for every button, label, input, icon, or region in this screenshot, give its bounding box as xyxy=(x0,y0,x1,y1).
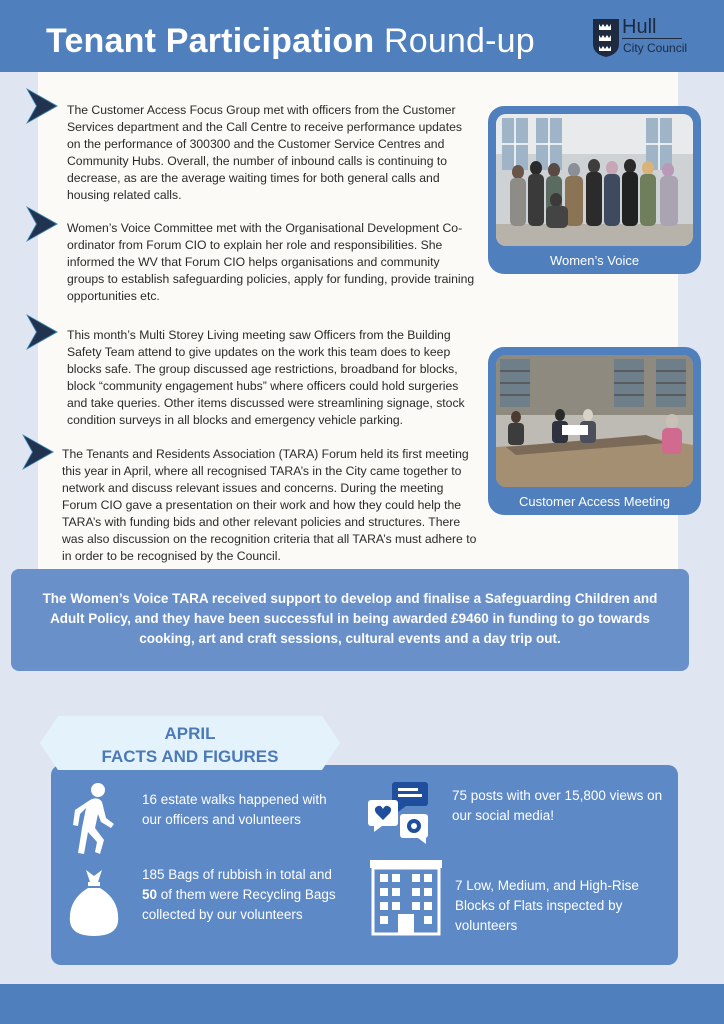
walking-person-icon xyxy=(70,782,118,856)
fact-estate-walks: 16 estate walks happened with our officers and volunteers xyxy=(142,792,327,827)
banner-text: The Women’s Voice TARA received support to develop and finalise a Safeguarding Children and Adult Policy, and they have been successful in being awarded £9460 in funding to go towards cooking, art and craft sessions, cultural events and a day trip out. xyxy=(42,591,658,646)
page-header xyxy=(0,0,724,72)
paragraph-womens-voice: Women’s Voice Committee met with the Organisational Development Co-ordinator from Forum CIO to explain her role and responsibilities. She informed the WV that Forum CIO helps organisations and community groups to establish safeguarding policies, apply for funding, provide training opportunities etc. xyxy=(67,221,475,303)
photo-caption-customer-access: Customer Access Meeting xyxy=(518,494,670,509)
facts-heading-title: FACTS AND FIGURES xyxy=(101,747,279,766)
logo-city-council-text: City Council xyxy=(623,41,688,55)
chevron-bullet-icon xyxy=(24,312,62,352)
page-title-rest: Round-up xyxy=(383,22,535,60)
fact-blocks-inspected: 7 Low, Medium, and High-Rise Blocks of Flats inspected by volunteers xyxy=(455,878,639,933)
three-crowns-crest-icon xyxy=(592,18,620,58)
logo-hull-text: Hull xyxy=(622,16,682,39)
social-media-icon xyxy=(368,782,432,844)
facts-heading xyxy=(40,722,340,768)
photo-caption-womens-voice: Women’s Voice xyxy=(549,253,640,268)
fact-rubbish-bags-after: of them were Recycling Bags collected by our volunteers xyxy=(142,887,336,922)
photo-card-womens-voice xyxy=(488,106,701,274)
chevron-bullet-icon xyxy=(24,204,62,244)
photo-card-customer-access xyxy=(488,347,701,515)
chevron-bullet-icon xyxy=(20,432,58,472)
page-title xyxy=(46,22,535,61)
rubbish-bag-icon xyxy=(66,866,122,938)
fact-rubbish-bags-before: 185 Bags of rubbish in total and xyxy=(142,867,332,882)
hull-city-council-logo xyxy=(592,16,696,60)
facts-heading-tag xyxy=(40,716,340,770)
paragraph-customer-access: The Customer Access Focus Group met with officers from the Customer Services department and the Call Centre to receive performance updates on the performance of 300300 and the Customer Service Centres and Community Hubs. Overall, the number of inbound calls is continuing to decrease, as are the average waiting times for both general calls and housing related calls. xyxy=(67,103,462,202)
fact-recycling-count: 50 xyxy=(142,887,158,902)
page-title-bold: Tenant Participation xyxy=(46,22,375,60)
customer-access-meeting-photo xyxy=(496,355,693,487)
womens-voice-funding-banner xyxy=(11,569,689,671)
page-footer xyxy=(0,984,724,1024)
building-icon xyxy=(368,858,444,936)
facts-heading-month: APRIL xyxy=(164,724,216,743)
womens-voice-photo xyxy=(496,114,693,246)
chevron-bullet-icon xyxy=(24,86,62,126)
fact-social-posts: 75 posts with over 15,800 views on our social media! xyxy=(452,788,663,823)
paragraph-tara-forum: The Tenants and Residents Association (TARA) Forum held its first meeting this year in April, where all recognised TARA’s in the City came together to network and discuss relevant issues and concerns. During the meeting Forum CIO gave a presentation on their work and how they could help the TARA’s with funding bids and other relevant policies and structures. There was also discussion on the recognition criteria that all TARA’s must adhere to in order to be recognised by the Council. xyxy=(62,447,477,563)
paragraph-multi-storey-living: This month’s Multi Storey Living meeting saw Officers from the Building Safety Team attend to give updates on the work this team does to keep blocks safe. The group discussed age restrictions, broadband for blocks, block “community engagement hubs” where officers could hold surgeries and take queries. Other items discussed were streamlining signage, stock condition surveys in all blocks and emergency vehicle parking. xyxy=(67,328,465,427)
fact-rubbish-bags xyxy=(142,865,337,925)
